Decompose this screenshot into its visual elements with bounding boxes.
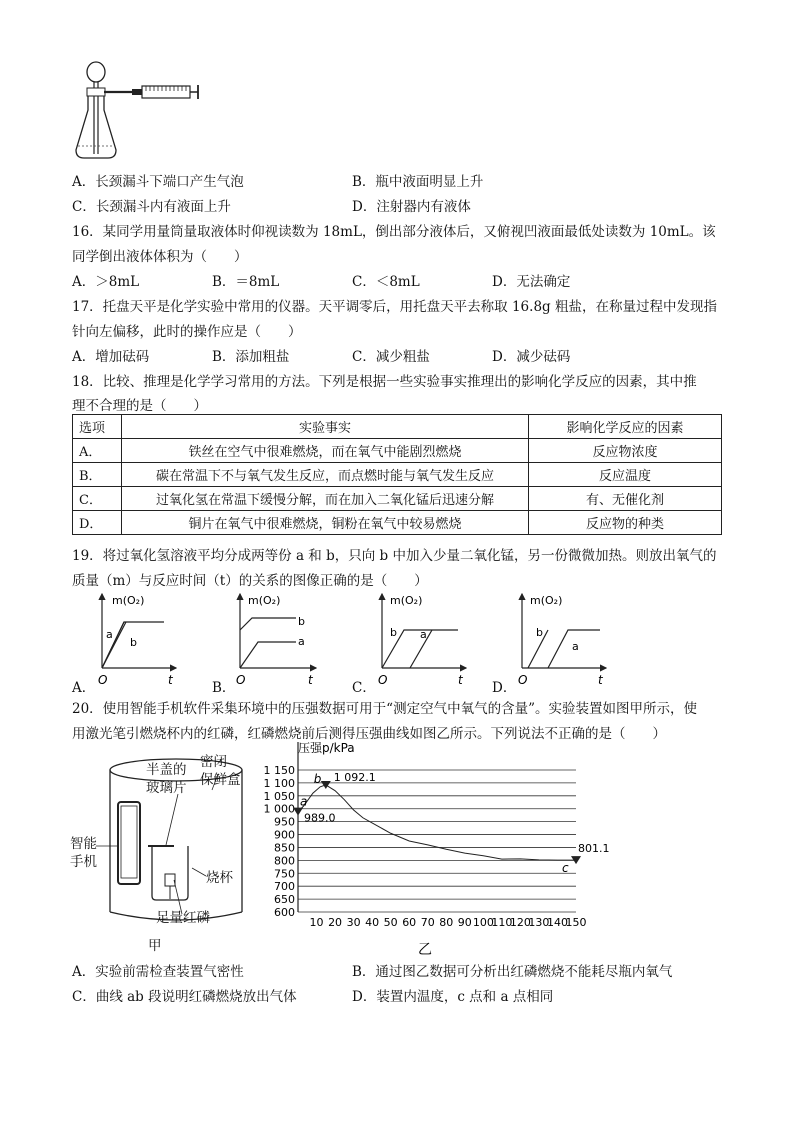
chart-x-tick-label: 30 bbox=[346, 916, 361, 929]
chart-ylabel: 压强p/kPa bbox=[298, 741, 355, 755]
chart-x-tick-label: 120 bbox=[509, 916, 531, 929]
q20-stem-line1: 20．使用智能手机软件采集环境中的压强数据可用于“测定空气中氧气的含量”。实验装置如图甲所示，使 bbox=[72, 701, 697, 717]
figure-jia-caption: 甲 bbox=[148, 938, 162, 954]
table-cell-option: C． bbox=[73, 487, 122, 511]
q19-graph-d-ylabel: m(O₂) bbox=[530, 594, 563, 607]
q19-graph-b-label-a: a bbox=[298, 635, 305, 648]
q16-stem-line2: 同学倒出液体体积为（ ） bbox=[72, 249, 248, 265]
q20-stem-line2: 用激光笔引燃烧杯内的红磷，红磷燃烧前后测得压强曲线如图乙所示。下列说法不正确的是（ ） bbox=[72, 726, 666, 742]
chart-y-tick-label: 900 bbox=[274, 828, 295, 842]
q19-graph-b-ylabel: m(O₂) bbox=[248, 594, 281, 607]
q19-graph-b-label-b: b bbox=[298, 615, 305, 628]
q19-graph-a-xlabel: t bbox=[168, 673, 173, 687]
figure-yi-pressure-chart bbox=[254, 741, 610, 960]
q15-option-b[interactable]: B．瓶中液面明显上升 bbox=[352, 174, 484, 190]
q19-graph-d-label-a: a bbox=[572, 640, 579, 653]
table-cell-option: B． bbox=[73, 463, 122, 487]
glass-label-line2: 玻璃片 bbox=[146, 780, 187, 796]
q19-graph-d-xlabel: t bbox=[598, 673, 603, 687]
phone-label-line1: 智能 bbox=[70, 836, 97, 852]
table-header-row bbox=[73, 415, 722, 439]
phosphorus-label: 足量红磷 bbox=[156, 910, 210, 926]
q19-graph-a-origin: O bbox=[98, 673, 108, 687]
q19-graph-c-xlabel: t bbox=[458, 673, 463, 687]
q18-experiment-table bbox=[72, 414, 722, 535]
q15-option-c[interactable]: C．长颈漏斗内有液面上升 bbox=[72, 199, 231, 215]
chart-y-tick-label: 850 bbox=[274, 841, 295, 855]
chart-x-tick-label: 10 bbox=[309, 916, 324, 929]
q19-stem-line2: 质量（m）与反应时间（t）的关系的图像正确的是（ ） bbox=[72, 573, 428, 589]
q19-graph-a[interactable] bbox=[72, 588, 202, 690]
chart-point-label: b bbox=[313, 771, 322, 786]
table-cell-fact: 铁丝在空气中很难燃烧，而在氧气中能剧烈燃烧 bbox=[122, 439, 529, 463]
q19-option-c[interactable]: C． bbox=[352, 680, 376, 696]
chart-point-label: c bbox=[562, 861, 569, 876]
table-cell-fact: 铜片在氧气中很难燃烧，铜粉在氧气中较易燃烧 bbox=[122, 511, 529, 535]
q18-stem-line1: 18．比较、推理是化学学习常用的方法。下列是根据一些实验事实推理出的影响化学反应的因素，其中推 bbox=[72, 374, 697, 390]
table-row[interactable] bbox=[73, 463, 722, 487]
q19-graph-d[interactable] bbox=[502, 588, 632, 690]
chart-x-tick-label: 140 bbox=[546, 916, 568, 929]
chart-x-tick-label: 40 bbox=[365, 916, 380, 929]
q16-option-a[interactable]: A．＞8mL bbox=[72, 274, 140, 290]
table-cell-factor: 反应物浓度 bbox=[529, 439, 722, 463]
q19-graph-c-origin: O bbox=[378, 673, 388, 687]
q17-option-c[interactable]: C．减少粗盐 bbox=[352, 349, 430, 365]
chart-y-tick-label: 950 bbox=[274, 815, 295, 829]
q19-graph-b-xlabel: t bbox=[308, 673, 313, 687]
chart-x-tick-label: 70 bbox=[420, 916, 435, 929]
chart-point-value: 989.0 bbox=[304, 811, 336, 825]
q20-option-d[interactable]: D．装置内温度，c 点和 a 点相同 bbox=[352, 989, 554, 1005]
chart-x-tick-label: 90 bbox=[457, 916, 472, 929]
phone-label-line2: 手机 bbox=[70, 854, 97, 870]
q16-option-c[interactable]: C．＜8mL bbox=[352, 274, 420, 290]
chart-point-value: 1 092.1 bbox=[333, 770, 376, 784]
q19-graph-c-ylabel: m(O₂) bbox=[390, 594, 423, 607]
beaker-label: 烧杯 bbox=[206, 870, 233, 886]
q19-graph-d-origin: O bbox=[518, 673, 528, 687]
q20-option-b[interactable]: B．通过图乙数据可分析出红磷燃烧不能耗尽瓶内氧气 bbox=[352, 964, 673, 980]
chart-y-tick-label: 650 bbox=[274, 893, 295, 907]
q19-graph-c[interactable] bbox=[362, 588, 492, 690]
q20-option-a[interactable]: A．实验前需检查装置气密性 bbox=[72, 964, 244, 980]
q18-stem-line2: 理不合理的是（ ） bbox=[72, 398, 207, 414]
q16-option-b[interactable]: B．＝8mL bbox=[212, 274, 280, 290]
chart-x-tick-label: 80 bbox=[439, 916, 454, 929]
q19-option-d[interactable]: D． bbox=[492, 680, 517, 696]
table-cell-fact: 碳在常温下不与氧气发生反应，而点燃时能与氧气发生反应 bbox=[122, 463, 529, 487]
glass-label-line1: 半盖的 bbox=[146, 762, 187, 778]
table-cell-factor: 有、无催化剂 bbox=[529, 487, 722, 511]
pressure-series-line bbox=[298, 785, 576, 860]
chart-x-tick-label: 20 bbox=[328, 916, 343, 929]
chart-y-tick-label: 600 bbox=[274, 906, 295, 919]
chart-y-tick-label: 1 000 bbox=[263, 802, 295, 816]
q19-option-a[interactable]: A． bbox=[72, 680, 96, 696]
chart-y-tick-label: 1 100 bbox=[263, 776, 295, 790]
chart-point-label: a bbox=[300, 794, 308, 809]
chart-point-marker bbox=[321, 781, 331, 789]
table-row[interactable] bbox=[73, 511, 722, 535]
flask-syringe-apparatus-figure bbox=[70, 58, 210, 163]
chart-y-tick-label: 700 bbox=[274, 880, 295, 894]
chart-y-tick-label: 1 050 bbox=[263, 789, 295, 803]
q19-option-b[interactable]: B． bbox=[212, 680, 236, 696]
box-label-line2: 保鲜盒 bbox=[200, 772, 241, 788]
box-label-line1: 密闭 bbox=[200, 754, 227, 770]
table-header-option: 选项 bbox=[73, 415, 122, 439]
q17-stem-line1: 17．托盘天平是化学实验中常用的仪器。天平调零后，用托盘天平去称取 16.8g 粗盐，在称量过程中发现指 bbox=[72, 299, 717, 315]
table-row[interactable] bbox=[73, 439, 722, 463]
q17-option-d[interactable]: D．减少砝码 bbox=[492, 349, 571, 365]
chart-x-tick-label: 150 bbox=[565, 916, 587, 929]
q16-stem-line1: 16．某同学用量筒量取液体时仰视读数为 18mL，倒出部分液体后，又俯视凹液面最低处读数为 10mL。该 bbox=[72, 224, 716, 240]
figure-jia-apparatus bbox=[66, 746, 256, 956]
table-cell-option: D． bbox=[73, 511, 122, 535]
q19-stem-line1: 19．将过氧化氢溶液平均分成两等份 a 和 b，只向 b 中加入少量二氧化锰，另一份微微加热。则放出氧气的 bbox=[72, 548, 717, 564]
q19-graph-c-label-b: b bbox=[390, 626, 397, 639]
q19-graph-a-label-a: a bbox=[106, 628, 113, 641]
table-header-fact: 实验事实 bbox=[122, 415, 529, 439]
table-cell-option: A． bbox=[73, 439, 122, 463]
q20-option-c[interactable]: C．曲线 ab 段说明红磷燃烧放出气体 bbox=[72, 989, 297, 1005]
chart-point-value: 801.1 bbox=[578, 842, 610, 856]
chart-y-tick-label: 1 150 bbox=[263, 764, 295, 777]
q19-graph-c-label-a: a bbox=[420, 628, 427, 641]
chart-x-tick-label: 130 bbox=[528, 916, 550, 929]
q17-option-b[interactable]: B．添加粗盐 bbox=[212, 349, 290, 365]
chart-x-tick-label: 100 bbox=[472, 916, 494, 929]
q17-option-a[interactable]: A．增加砝码 bbox=[72, 349, 150, 365]
chart-y-tick-label: 750 bbox=[274, 867, 295, 881]
q19-graph-a-ylabel: m(O₂) bbox=[112, 594, 145, 607]
q16-option-d[interactable]: D．无法确定 bbox=[492, 274, 571, 290]
q19-graph-b[interactable] bbox=[212, 588, 342, 690]
table-cell-factor: 反应物的种类 bbox=[529, 511, 722, 535]
chart-x-tick-label: 60 bbox=[402, 916, 417, 929]
chart-y-tick-label: 800 bbox=[274, 854, 295, 868]
table-cell-fact: 过氧化氢在常温下缓慢分解，而在加入二氧化锰后迅速分解 bbox=[122, 487, 529, 511]
table-header-factor: 影响化学反应的因素 bbox=[529, 415, 722, 439]
q19-graph-d-label-b: b bbox=[536, 626, 543, 639]
q15-option-d[interactable]: D．注射器内有液体 bbox=[352, 199, 471, 215]
q19-graph-a-label-b: b bbox=[130, 636, 137, 649]
table-row[interactable] bbox=[73, 487, 722, 511]
q17-stem-line2: 针向左偏移，此时的操作应是（ ） bbox=[72, 324, 302, 340]
chart-caption: 乙 bbox=[418, 942, 432, 958]
chart-x-tick-label: 50 bbox=[383, 916, 398, 929]
q15-option-a[interactable]: A．长颈漏斗下端口产生气泡 bbox=[72, 174, 244, 190]
table-cell-factor: 反应温度 bbox=[529, 463, 722, 487]
q19-graph-b-origin: O bbox=[236, 673, 246, 687]
chart-x-tick-label: 110 bbox=[491, 916, 513, 929]
